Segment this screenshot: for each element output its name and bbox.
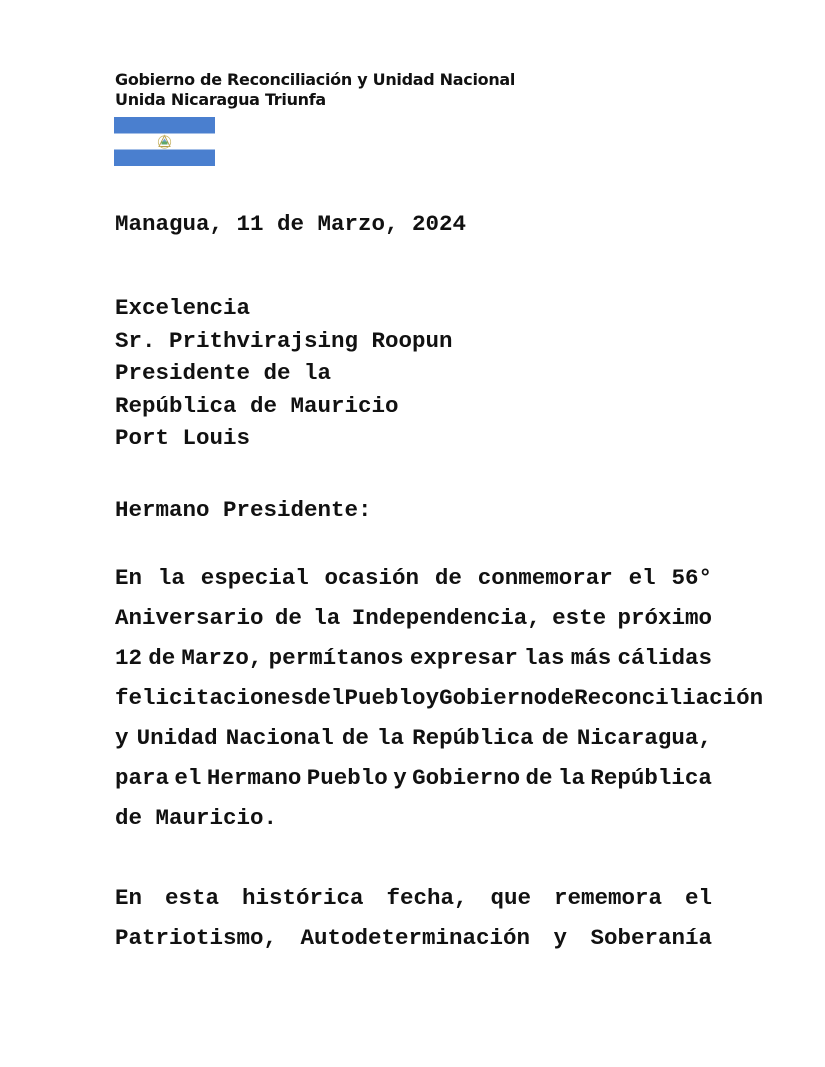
word: República xyxy=(590,765,712,791)
word: permítanos xyxy=(268,645,404,671)
word: el xyxy=(174,765,202,791)
word: Gobierno xyxy=(439,685,548,711)
word: Patriotismo, xyxy=(115,925,278,951)
word: del xyxy=(304,685,345,711)
word: 56° xyxy=(671,565,712,591)
body-paragraph-2 xyxy=(115,878,712,958)
paragraph-line xyxy=(115,798,712,838)
word: de xyxy=(547,685,575,711)
paragraph-line xyxy=(115,558,712,598)
word: de xyxy=(274,605,302,631)
government-name: Gobierno de Reconciliación y Unidad Nacional xyxy=(115,70,516,89)
word: más xyxy=(570,645,612,671)
letterhead xyxy=(115,70,515,110)
word: Pueblo xyxy=(306,765,388,791)
paragraph-line xyxy=(115,918,712,958)
word: de xyxy=(541,725,569,751)
government-slogan: Unida Nicaragua Triunfa xyxy=(115,90,326,109)
word: República xyxy=(412,725,534,751)
paragraph-line xyxy=(115,758,712,798)
word: y xyxy=(393,765,407,791)
word: el xyxy=(684,885,712,911)
word: Unidad xyxy=(136,725,218,751)
address-line: República de Mauricio xyxy=(115,392,399,419)
word: expresar xyxy=(409,645,518,671)
word: las xyxy=(524,645,565,671)
word: de xyxy=(525,765,553,791)
word: el xyxy=(628,565,656,591)
word: Autodeterminación xyxy=(300,925,531,951)
letter-date: Managua, 11 de Marzo, 2024 xyxy=(115,211,467,237)
word: 12 xyxy=(115,645,143,671)
word: Gobierno xyxy=(412,765,521,791)
word: Nicaragua, xyxy=(576,725,712,751)
recipient-address xyxy=(115,292,453,455)
word: Aniversario xyxy=(115,605,264,631)
paragraph-line xyxy=(115,878,712,918)
word: Marzo, xyxy=(181,645,263,671)
paragraph-line xyxy=(115,638,712,678)
nicaragua-flag-icon xyxy=(114,117,215,166)
word: especial xyxy=(200,565,309,591)
word: la xyxy=(313,605,341,631)
paragraph-line xyxy=(115,678,764,718)
word: En xyxy=(115,565,143,591)
word: de xyxy=(148,645,176,671)
address-line: Port Louis xyxy=(115,425,251,451)
word: de Mauricio. xyxy=(115,805,278,831)
word: que xyxy=(490,885,531,911)
word: para xyxy=(115,765,170,791)
word: la xyxy=(157,565,185,591)
word: ocasión xyxy=(324,565,420,591)
word: esta xyxy=(164,885,219,911)
paragraph-line xyxy=(115,718,712,758)
word: y xyxy=(553,925,567,951)
word: Independencia, xyxy=(351,605,541,631)
word: este xyxy=(552,605,607,631)
word: felicitaciones xyxy=(115,685,305,711)
address-line: Presidente de la xyxy=(115,360,332,386)
word: y xyxy=(115,725,129,751)
word: En xyxy=(115,885,143,911)
word: Reconciliación xyxy=(574,685,764,711)
address-line: Sr. Prithvirajsing Roopun xyxy=(115,327,453,354)
word: Nacional xyxy=(225,725,334,751)
word: la xyxy=(557,765,585,791)
word: cálidas xyxy=(617,645,712,671)
word: Soberanía xyxy=(590,925,712,951)
word: y xyxy=(425,685,440,711)
word: de xyxy=(341,725,369,751)
word: rememora xyxy=(553,885,662,911)
paragraph-line xyxy=(115,598,712,638)
word: histórica xyxy=(241,885,364,911)
salutation: Hermano Presidente: xyxy=(115,497,372,523)
word: fecha, xyxy=(386,885,468,911)
body-paragraph-1 xyxy=(115,558,764,838)
word: de xyxy=(434,565,462,591)
word: conmemorar xyxy=(477,565,613,591)
address-line: Excelencia xyxy=(115,295,251,321)
word: Hermano xyxy=(206,765,302,791)
word: la xyxy=(377,725,405,751)
word: Pueblo xyxy=(344,685,426,711)
word: próximo xyxy=(617,605,712,631)
